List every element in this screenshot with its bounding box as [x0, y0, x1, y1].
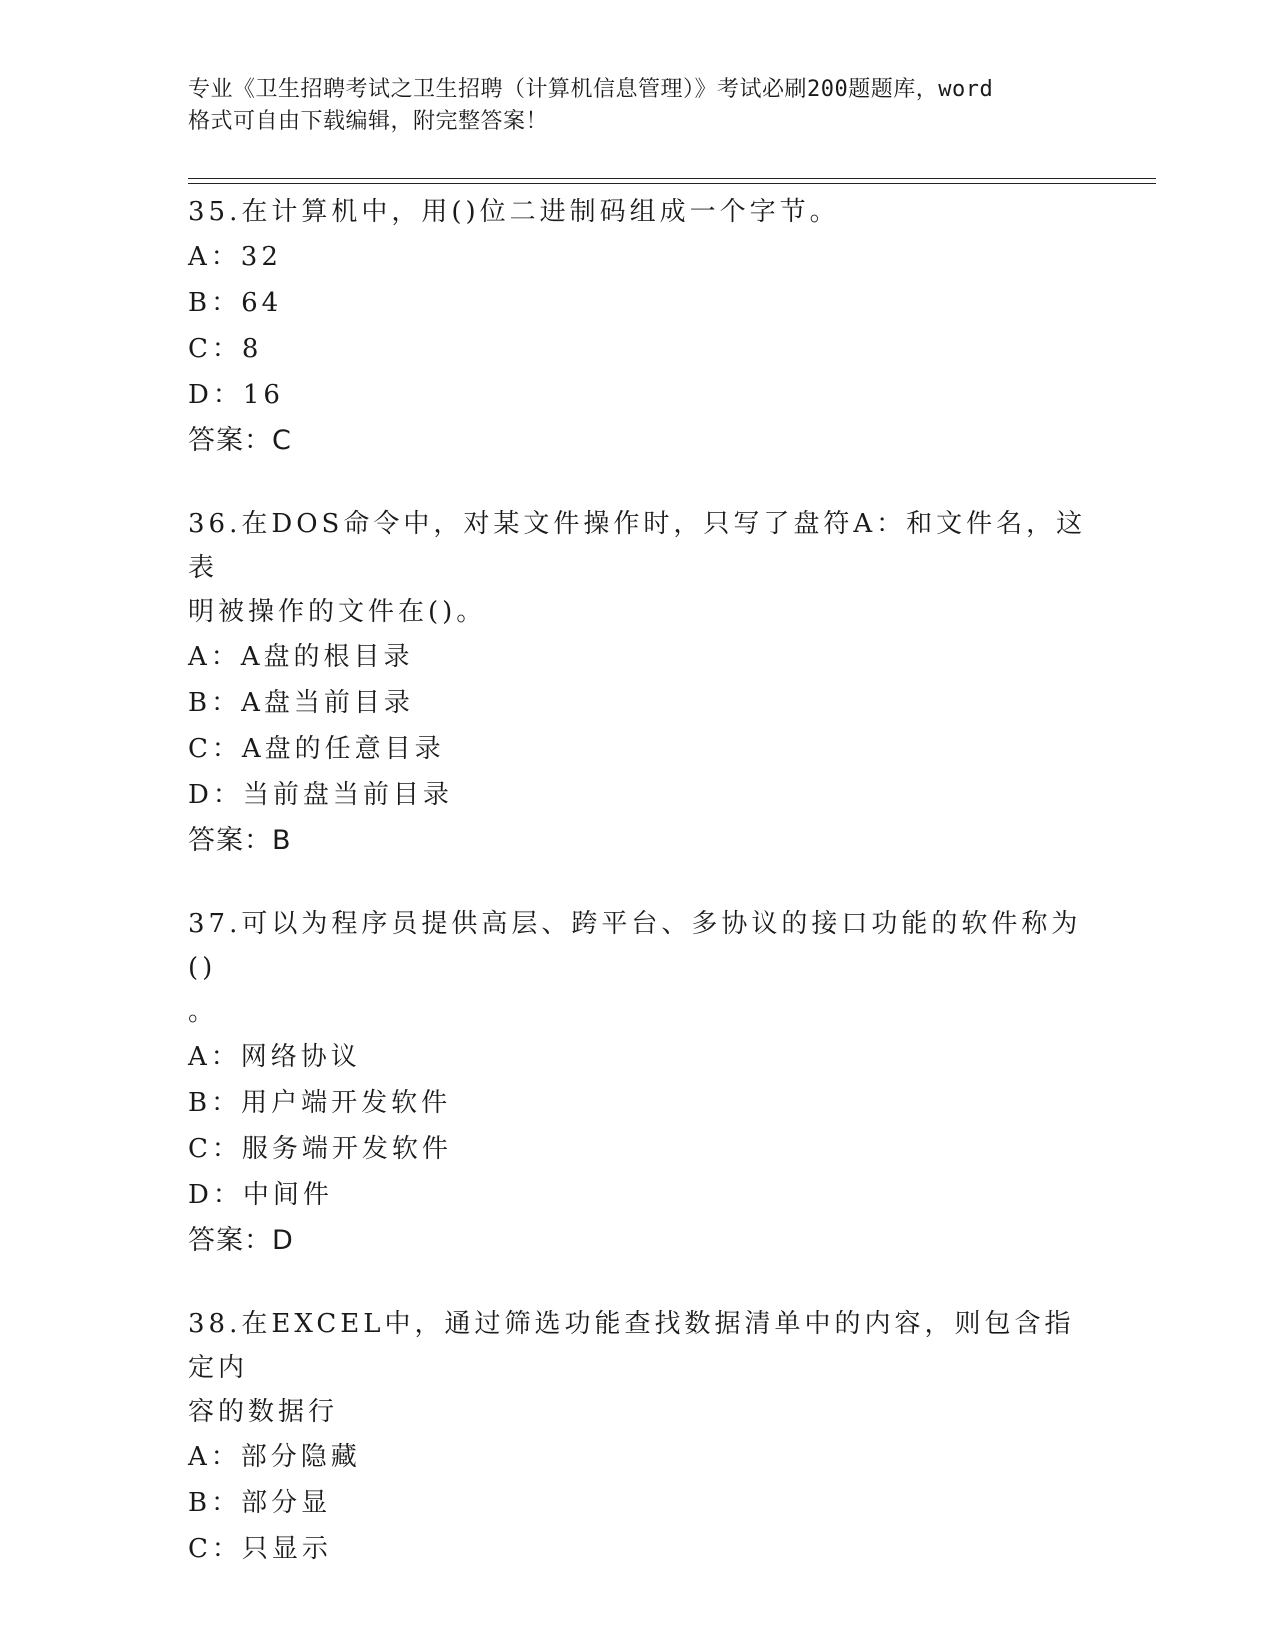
document-header [188, 74, 1088, 138]
option-c: C：服务端开发软件 [188, 1134, 452, 1164]
header-line-2: 格式可自由下载编辑，附完整答案！ [188, 109, 549, 134]
answer: 答案：B [188, 825, 292, 856]
option-b: B：用户端开发软件 [188, 1088, 452, 1118]
question-stem-continued: 容的数据行 [188, 1397, 339, 1427]
question-37 [188, 902, 1088, 1264]
question-stem-continued: 。 [188, 997, 219, 1027]
option-b: B：A盘当前目录 [188, 688, 414, 718]
option-a: A：A盘的根目录 [188, 642, 414, 672]
option-a: A：32 [188, 242, 282, 272]
question-35 [188, 190, 1088, 464]
option-d: D：16 [188, 380, 284, 410]
header-line-1: 专业《卫生招聘考试之卫生招聘（计算机信息管理）》考试必刷200题题库，word [188, 77, 994, 102]
option-b: B：部分显 [188, 1488, 332, 1518]
answer: 答案：C [188, 425, 292, 456]
question-stem: 35.在计算机中，用()位二进制码组成一个字节。 [188, 197, 840, 227]
question-list [188, 190, 1088, 1610]
question-36 [188, 502, 1088, 864]
option-c: C：只显示 [188, 1534, 332, 1564]
question-stem: 37.可以为程序员提供高层、跨平台、多协议的接口功能的软件称为() [188, 909, 1082, 983]
option-a: A：网络协议 [188, 1042, 361, 1072]
option-a: A：部分隐藏 [188, 1442, 361, 1472]
option-c: C：A盘的任意目录 [188, 734, 445, 764]
option-d: D：当前盘当前目录 [188, 780, 453, 810]
header-divider-top [188, 178, 1156, 179]
option-d: D：中间件 [188, 1180, 333, 1210]
question-stem: 36.在DOS命令中，对某文件操作时，只写了盘符A：和文件名，这表 [188, 509, 1087, 583]
option-b: B：64 [188, 288, 283, 318]
question-stem-continued: 明被操作的文件在()。 [188, 597, 487, 627]
question-38 [188, 1302, 1088, 1572]
answer: 答案：D [188, 1225, 294, 1256]
question-stem: 38.在EXCEL中，通过筛选功能查找数据清单中的内容，则包含指定内 [188, 1309, 1075, 1383]
header-divider-bottom [188, 183, 1156, 184]
option-c: C：8 [188, 334, 263, 364]
